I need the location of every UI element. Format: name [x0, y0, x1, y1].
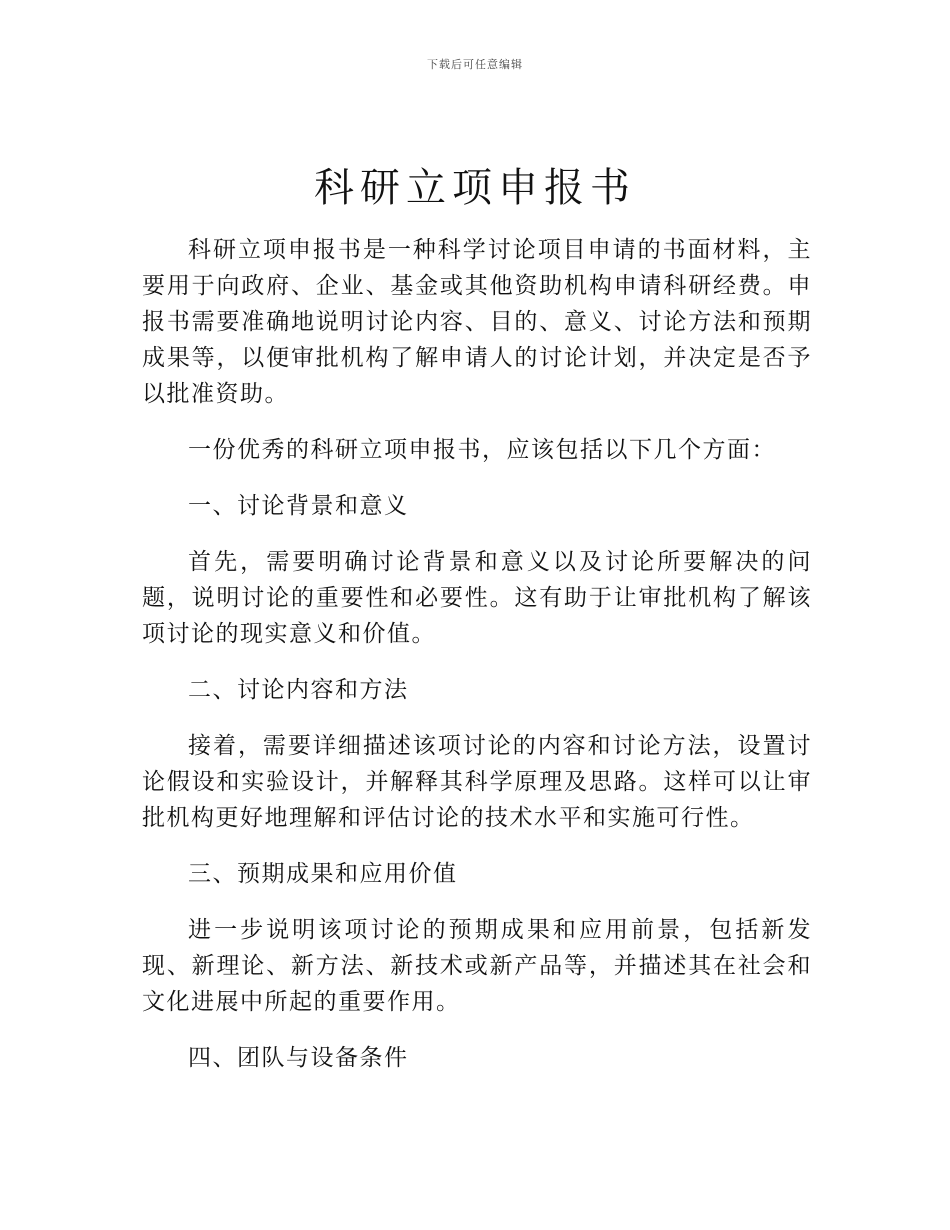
aspects-intro-paragraph: 一份优秀的科研立项申报书，应该包括以下几个方面：	[188, 437, 776, 463]
section-heading-expected-results: 三、预期成果和应用价值	[188, 861, 458, 887]
content-method-paragraph: 接着，需要详细描述该项讨论的内容和讨论方法，设置讨论假设和实验设计，并解释其科学原理及思路。这样可以让审批机构更好地理解和评估讨论的技术水平和实施可行性。	[142, 733, 812, 831]
header-note: 下载后可任意编辑	[427, 58, 523, 71]
intro-paragraph: 科研立项申报书是一种科学讨论项目申请的书面材料，主要用于向政府、企业、基金或其他资助机构申请科研经费。申报书需要准确地说明讨论内容、目的、意义、讨论方法和预期成果等，以便审批机构了解申请人的讨论计划，并决定是否予以批准资助。	[142, 237, 812, 407]
section-heading-team-equipment: 四、团队与设备条件	[188, 1045, 409, 1071]
section-heading-background: 一、讨论背景和意义	[188, 493, 409, 519]
document-title: 科研立项申报书	[314, 165, 636, 211]
expected-results-paragraph: 进一步说明该项讨论的预期成果和应用前景，包括新发现、新理论、新方法、新技术或新产品等，并描述其在社会和文化进展中所起的重要作用。	[142, 917, 812, 1015]
document-body	[142, 232, 812, 1096]
section-heading-content-method: 二、讨论内容和方法	[188, 677, 409, 703]
background-paragraph: 首先，需要明确讨论背景和意义以及讨论所要解决的问题，说明讨论的重要性和必要性。这有助于让审批机构了解该项讨论的现实意义和价值。	[142, 549, 812, 647]
